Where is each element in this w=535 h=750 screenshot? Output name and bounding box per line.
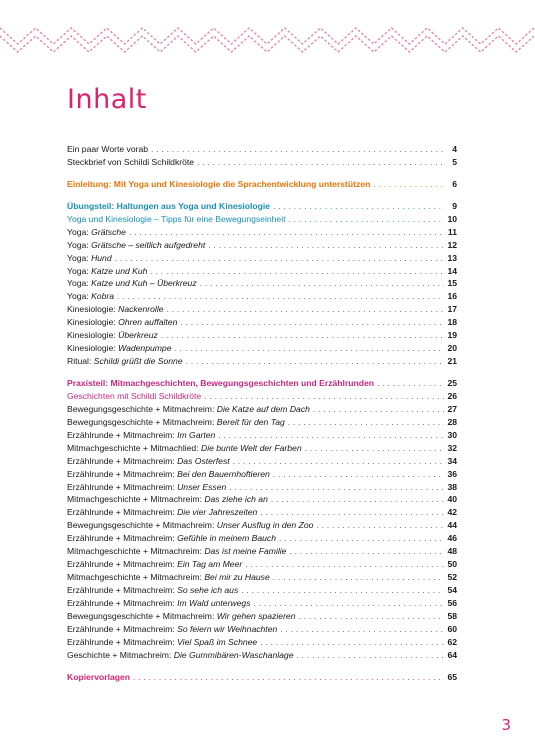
toc-entry <box>67 316 457 329</box>
toc-entry-label: Erzählrunde + Mitmachreim: <box>67 597 178 608</box>
toc-entry-label: Yoga: <box>67 291 92 302</box>
toc-page-number: 19 <box>447 330 457 341</box>
toc-entry-label: Kinesiologie: <box>67 304 119 315</box>
dot-leader <box>241 584 444 597</box>
toc-page-number: 60 <box>447 623 457 634</box>
toc-page-number: 4 <box>452 144 457 154</box>
toc-entry-label: Praxisteil: Mitmachgeschichten, Bewegungsgeschichten und Erzählrunden <box>67 378 375 388</box>
toc-entry <box>67 671 457 684</box>
toc-entry <box>67 303 457 316</box>
dot-leader <box>133 671 444 684</box>
toc-page-number: 36 <box>447 468 457 479</box>
toc-page-number: 65 <box>447 671 457 682</box>
toc-entry-subtitle: Ohren auffalten <box>118 317 178 328</box>
toc-entry-title <box>67 226 126 239</box>
dot-leader <box>373 178 444 191</box>
toc-entry <box>67 468 457 481</box>
toc-entry <box>67 636 457 649</box>
toc-entry-subtitle: Nackenrolle <box>118 304 164 315</box>
toc-entry <box>67 329 457 342</box>
toc-entry <box>67 239 457 252</box>
toc-entry-title <box>67 303 164 316</box>
toc-entry-label: Mitmachgeschichte + Mitmachlied: <box>67 442 201 453</box>
toc-entry <box>67 403 457 416</box>
toc-entry <box>67 252 457 265</box>
toc-entry-label: Mitmachgeschichte + Mitmachreim: <box>67 546 205 557</box>
toc-entry-label: Bewegungsgeschichte + Mitmachreim: <box>67 416 217 427</box>
toc-entry-title <box>67 290 114 303</box>
toc-entry <box>67 455 457 468</box>
dot-leader <box>296 649 444 662</box>
toc-entry <box>67 290 457 303</box>
dot-leader <box>305 442 444 455</box>
toc-page-number: 58 <box>447 610 457 621</box>
dot-leader <box>129 226 444 239</box>
toc-entry <box>67 390 457 403</box>
toc-entry-title <box>67 493 268 506</box>
dot-leader <box>115 252 444 265</box>
toc-entry-title <box>67 213 286 226</box>
toc-page-number: 42 <box>447 507 457 518</box>
dot-leader <box>197 156 444 169</box>
toc-entry <box>67 571 457 584</box>
toc-page-number: 10 <box>447 213 457 224</box>
dot-leader <box>271 493 444 506</box>
toc-page-number: 21 <box>447 356 457 367</box>
toc-entry-label: Mitmachgeschichte + Mitmachreim: <box>67 572 205 583</box>
zigzag-stitch-border <box>0 22 535 62</box>
toc-entry-label: Erzählrunde + Mitmachreim: <box>67 623 178 634</box>
toc-page-number: 62 <box>447 636 457 647</box>
dot-leader <box>288 416 444 429</box>
dot-leader <box>186 355 444 368</box>
toc-entry-subtitle: Gefühle in meinem Bauch <box>177 533 276 544</box>
toc-entry-title <box>67 277 197 290</box>
toc-entry-title <box>67 377 374 390</box>
toc-entry-subtitle: Im Garten <box>177 429 216 440</box>
toc-entry <box>67 143 457 156</box>
toc-entry-label: Steckbrief von Schildi Schildkröte <box>67 156 195 167</box>
dot-leader <box>218 429 444 442</box>
toc-entry <box>67 532 457 545</box>
toc-entry-subtitle: Überkreuz <box>118 330 158 341</box>
toc-entry-label: Yoga: <box>67 239 92 250</box>
toc-entry-label: Bewegungsgeschichte + Mitmachreim: <box>67 610 217 621</box>
toc-page-number: 52 <box>447 572 457 583</box>
toc-entry-title <box>67 636 257 649</box>
toc-entry-title <box>67 649 293 662</box>
toc-entry-title <box>67 200 270 213</box>
toc-entry-subtitle: Hund <box>91 252 112 263</box>
toc-entry-title <box>67 156 194 169</box>
dot-leader <box>273 468 444 481</box>
dot-leader <box>150 265 444 278</box>
toc-entry-subtitle: Unser Ausflug in den Zoo <box>216 520 314 531</box>
toc-entry-subtitle: Wadenpumpe <box>118 343 172 354</box>
toc-entry-subtitle: Das ist meine Familie <box>204 546 287 557</box>
toc-entry-subtitle: So sehe ich aus <box>177 585 239 595</box>
toc-entry <box>67 277 457 290</box>
dot-leader <box>377 377 444 390</box>
toc-entry-label: Erzählrunde + Mitmachreim: <box>67 507 178 518</box>
toc-entry-subtitle: Das ziehe ich an <box>204 494 268 505</box>
toc-entry-subtitle: Katze und Kuh <box>91 265 148 276</box>
toc-page-number: 17 <box>447 304 457 315</box>
toc-entry-title <box>67 442 302 455</box>
toc-page-number: 5 <box>452 156 457 167</box>
toc-entry-subtitle: Unser Essen <box>177 481 227 492</box>
dot-leader <box>260 506 444 519</box>
toc-entry <box>67 342 457 355</box>
toc-entry-subtitle: Ein Tag am Meer <box>177 559 243 570</box>
toc-entry-label: Bewegungsgeschichte + Mitmachreim: <box>67 520 217 531</box>
toc-entry <box>67 584 457 597</box>
toc-entry-subtitle: Die Gummibären-Waschanlage <box>173 649 294 660</box>
toc-entry-title <box>67 329 158 342</box>
toc-entry <box>67 493 457 506</box>
toc-entry <box>67 442 457 455</box>
toc-entry-label: Erzählrunde + Mitmachreim: <box>67 636 178 647</box>
toc-entry-label: Yoga und Kinesiologie – Tipps für eine Bewegungseinheit <box>67 213 286 224</box>
dot-leader <box>289 213 444 226</box>
toc-entry <box>67 506 457 519</box>
toc-entry-title <box>67 506 257 519</box>
toc-entry-title <box>67 468 270 481</box>
toc-entry <box>67 429 457 442</box>
toc-entry-label: Kinesiologie: <box>67 330 119 341</box>
toc-entry-subtitle: Bei mir zu Hause <box>204 572 270 583</box>
toc-page-number: 64 <box>447 649 457 660</box>
toc-entry-label: Erzählrunde + Mitmachreim: <box>67 559 178 570</box>
dot-leader <box>204 390 444 403</box>
toc-entry <box>67 156 457 169</box>
toc-entry <box>67 519 457 532</box>
dot-leader <box>161 329 444 342</box>
toc-page-number: 20 <box>447 343 457 354</box>
toc-page-number: 34 <box>447 455 457 466</box>
dot-leader <box>273 571 444 584</box>
toc-entry-subtitle: Wir gehen spazieren <box>216 610 296 621</box>
dot-leader <box>208 239 444 252</box>
toc-entry-subtitle: Im Wald unterwegs <box>177 597 251 608</box>
toc-entry-label: Yoga: <box>67 278 92 289</box>
toc-entry-title <box>67 519 313 532</box>
toc-entry-subtitle: Das Osterfest <box>177 455 230 466</box>
toc-entry <box>67 610 457 623</box>
toc-entry-label: Kinesiologie: <box>67 317 119 328</box>
toc-page-number: 12 <box>447 239 457 250</box>
toc-entry-title <box>67 342 171 355</box>
toc-entry-label: Kopiervorlagen <box>67 671 131 682</box>
dot-leader <box>229 481 444 494</box>
toc-entry-subtitle: So feiern wir Weihnachten <box>177 623 278 634</box>
page-title: Inhalt <box>67 84 147 115</box>
toc-entry-title <box>67 143 148 156</box>
toc-entry-title <box>67 671 130 684</box>
dot-leader <box>233 455 444 468</box>
toc-entry-title <box>67 252 112 265</box>
toc-entry-label: Geschichte + Mitmachreim: <box>67 649 174 660</box>
toc-entry-title <box>67 623 277 636</box>
toc-entry-title <box>67 545 286 558</box>
toc-page-number: 50 <box>447 559 457 570</box>
toc-page-number: 28 <box>447 416 457 427</box>
toc-entry <box>67 597 457 610</box>
toc-entry-label: Erzählrunde + Mitmachreim: <box>67 429 178 440</box>
toc-entry <box>67 377 457 390</box>
toc-entry-label: Ritual: <box>67 356 94 367</box>
toc-entry <box>67 213 457 226</box>
toc-page-number: 9 <box>452 200 457 211</box>
toc-entry-subtitle: Bei den Bauernhoftieren <box>177 468 270 479</box>
toc-entry-title <box>67 610 296 623</box>
toc-entry-title <box>67 481 226 494</box>
toc-entry-label: Bewegungsgeschichte + Mitmachreim: <box>67 403 217 414</box>
dot-leader <box>280 623 444 636</box>
dot-leader <box>200 277 444 290</box>
toc-entry <box>67 623 457 636</box>
toc-entry-label: Erzählrunde + Mitmachreim: <box>67 468 178 479</box>
dot-leader <box>167 303 444 316</box>
toc-page-number: 38 <box>447 481 457 492</box>
toc-entry-title <box>67 265 147 278</box>
toc-entry <box>67 200 457 213</box>
dot-leader <box>254 597 445 610</box>
toc-entry-subtitle: Die Katze auf dem Dach <box>216 403 310 414</box>
toc-entry-label: Mitmachgeschichte + Mitmachreim: <box>67 494 205 505</box>
toc-entry-title <box>67 571 270 584</box>
toc-entry-title <box>67 429 215 442</box>
dot-leader <box>174 342 444 355</box>
toc-entry <box>67 178 457 191</box>
toc-entry-subtitle: Katze und Kuh – Überkreuz <box>91 278 197 289</box>
toc-page-number: 44 <box>447 520 457 531</box>
toc-entry-subtitle: Viel Spaß im Schnee <box>177 636 258 647</box>
dot-leader <box>260 636 444 649</box>
toc-entry-title <box>67 558 242 571</box>
dot-leader <box>299 610 445 623</box>
toc-entry-title <box>67 178 370 191</box>
toc-entry-title <box>67 584 238 597</box>
toc-page-number: 16 <box>447 291 457 302</box>
toc-entry-title <box>67 239 205 252</box>
dot-leader <box>117 290 444 303</box>
toc-entry <box>67 355 457 368</box>
toc-page-number: 14 <box>447 265 457 276</box>
toc-entry-subtitle: Die vier Jahreszeiten <box>177 507 258 518</box>
toc-page-number: 32 <box>447 442 457 453</box>
dot-leader <box>313 403 444 416</box>
toc-entry <box>67 545 457 558</box>
dot-leader <box>289 545 444 558</box>
toc-page-number: 56 <box>447 597 457 608</box>
toc-page-number: 48 <box>447 546 457 557</box>
toc-entry-label: Übungsteil: Haltungen aus Yoga und Kinesiologie <box>67 200 271 211</box>
toc-entry-label: Yoga: <box>67 265 92 276</box>
toc-entry-label: Ein paar Worte vorab <box>67 144 149 154</box>
toc-page-number: 13 <box>447 252 457 263</box>
toc-entry-title <box>67 597 251 610</box>
toc-entry-title <box>67 390 201 403</box>
toc-entry-title <box>67 316 177 329</box>
toc-entry-title <box>67 455 230 468</box>
dot-leader <box>151 143 444 156</box>
toc-entry <box>67 481 457 494</box>
toc-page-number: 6 <box>452 178 457 189</box>
dot-leader <box>180 316 444 329</box>
toc-page-number: 46 <box>447 533 457 544</box>
toc-entry-subtitle: Kobra <box>91 291 114 302</box>
toc-page-number: 18 <box>447 317 457 328</box>
toc-entry-label: Yoga: <box>67 226 92 237</box>
toc-entry-title <box>67 416 285 429</box>
toc-page-number: 40 <box>447 494 457 505</box>
toc-page-number: 54 <box>447 585 457 595</box>
toc-entry-subtitle: Grätsche <box>91 226 126 237</box>
toc-page-number: 26 <box>447 390 457 401</box>
toc-entry <box>67 649 457 662</box>
dot-leader <box>245 558 444 571</box>
toc-page-number: 11 <box>447 226 457 237</box>
toc-entry-title <box>67 532 276 545</box>
toc-entry-label: Erzählrunde + Mitmachreim: <box>67 481 178 492</box>
toc-page-number: 27 <box>447 403 457 414</box>
toc-entry-label: Einleitung: Mit Yoga und Kinesiologie die Sprachentwicklung unterstützen <box>67 178 371 189</box>
toc-entry <box>67 558 457 571</box>
dot-leader <box>279 532 444 545</box>
toc-entry-label: Geschichten mit Schildi Schildkröte <box>67 390 202 401</box>
toc-entry <box>67 416 457 429</box>
toc-entry <box>67 265 457 278</box>
toc-page-number: 25 <box>447 378 457 388</box>
toc-entry-title <box>67 403 310 416</box>
toc-entry-subtitle: Grätsche – seitlich aufgedreht <box>91 239 206 250</box>
toc-entry-label: Kinesiologie: <box>67 343 119 354</box>
toc-entry-subtitle: Schildi grüßt die Sonne <box>93 356 183 367</box>
toc-entry-label: Erzählrunde + Mitmachreim: <box>67 533 178 544</box>
dot-leader <box>273 200 444 213</box>
page-number: 3 <box>501 716 511 734</box>
toc-entry-subtitle: Die bunte Welt der Farben <box>200 442 302 453</box>
table-of-contents <box>67 143 457 684</box>
dot-leader <box>316 519 444 532</box>
toc-entry-label: Erzählrunde + Mitmachreim: <box>67 585 178 595</box>
toc-entry-label: Yoga: <box>67 252 92 263</box>
toc-entry-label: Erzählrunde + Mitmachreim: <box>67 455 178 466</box>
toc-entry-title <box>67 355 183 368</box>
toc-page-number: 30 <box>447 429 457 440</box>
toc-entry <box>67 226 457 239</box>
toc-entry-subtitle: Bereit für den Tag <box>216 416 285 427</box>
toc-page-number: 15 <box>447 278 457 289</box>
